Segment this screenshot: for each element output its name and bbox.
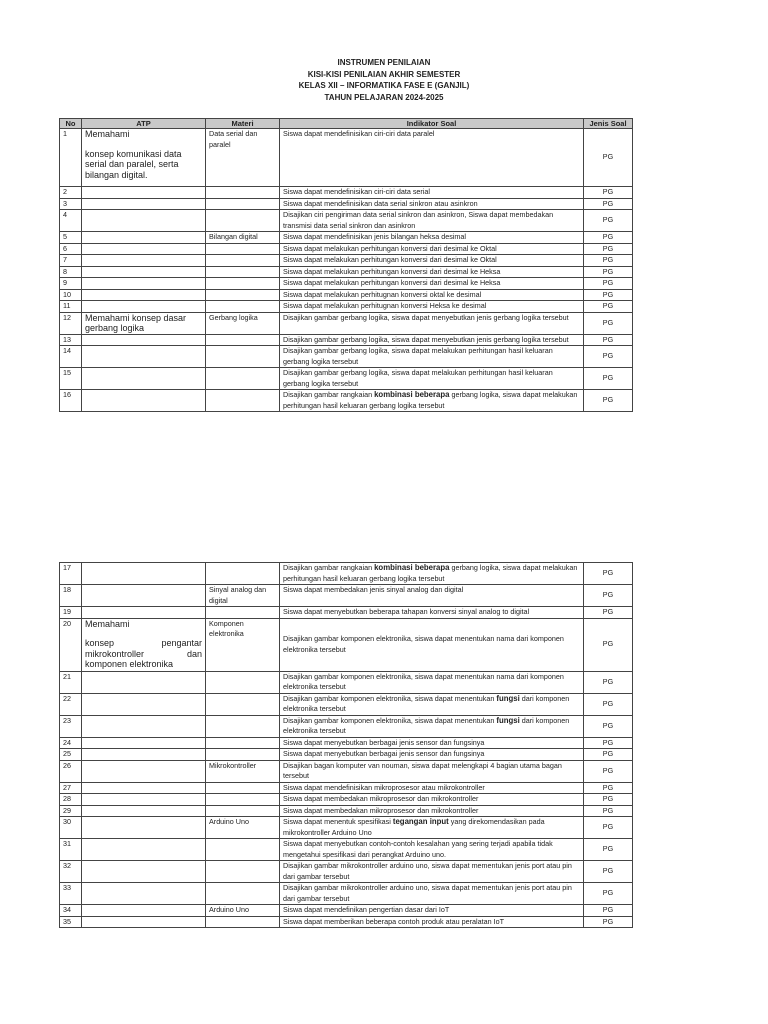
table-row	[60, 839, 633, 861]
cell-no: 32	[60, 861, 82, 883]
cell-no: 22	[60, 693, 82, 715]
table-row	[60, 805, 633, 817]
table-row	[60, 346, 633, 368]
table-header-row	[60, 119, 633, 129]
indikator-emphasis: tegangan input	[392, 817, 449, 826]
cell-no: 27	[60, 782, 82, 794]
cell-no: 17	[60, 563, 82, 585]
atp-text-line: komponen elektronika	[85, 659, 174, 669]
cell-materi: Arduino Uno	[206, 817, 280, 839]
indikator-text: Disajikan gambar komponen elektronika, siswa dapat menentukan	[283, 693, 497, 703]
cell-jenis: PG	[584, 760, 633, 782]
cell-jenis: PG	[584, 715, 633, 737]
indikator-text: dari komponen elektronika tersebut	[283, 715, 570, 735]
cell-no: 13	[60, 334, 82, 346]
cell-materi	[206, 563, 280, 585]
cell-indikator: Disajikan gambar gerbang logika, siswa dapat melakukan perhitungan hasil keluaran gerbang logika tersebut	[280, 346, 584, 368]
cell-no: 3	[60, 198, 82, 210]
cell-jenis: PG	[584, 346, 633, 368]
cell-jenis: PG	[584, 607, 633, 619]
cell-jenis: PG	[584, 198, 633, 210]
cell-atp	[82, 782, 206, 794]
cell-jenis: PG	[584, 301, 633, 313]
cell-no: 20	[60, 618, 82, 671]
cell-no: 15	[60, 368, 82, 390]
cell-materi	[206, 255, 280, 267]
cell-no: 8	[60, 266, 82, 278]
cell-atp	[82, 334, 206, 346]
cell-atp	[82, 883, 206, 905]
cell-indikator	[280, 390, 584, 412]
cell-jenis: PG	[584, 129, 633, 187]
cell-atp	[82, 585, 206, 607]
cell-atp	[82, 671, 206, 693]
atp-text-line: konsep pengantar mikrokontroller dan	[85, 638, 202, 659]
cell-no: 1	[60, 129, 82, 187]
cell-indikator: Siswa dapat mendefinisikan data serial sinkron atau asinkron	[280, 198, 584, 210]
cell-jenis: PG	[584, 782, 633, 794]
cell-no: 26	[60, 760, 82, 782]
cell-atp	[82, 278, 206, 290]
cell-materi	[206, 861, 280, 883]
cell-materi	[206, 278, 280, 290]
cell-materi: Data serial dan paralel	[206, 129, 280, 187]
cell-atp	[82, 905, 206, 917]
col-header-jenis: Jenis Soal	[584, 119, 633, 129]
cell-indikator: Siswa dapat mendefinisikan ciri-ciri data paralel	[280, 129, 584, 187]
cell-atp	[82, 289, 206, 301]
cell-no: 18	[60, 585, 82, 607]
cell-jenis: PG	[584, 210, 633, 232]
cell-materi	[206, 693, 280, 715]
table-row	[60, 243, 633, 255]
cell-no: 4	[60, 210, 82, 232]
cell-jenis: PG	[584, 805, 633, 817]
cell-materi	[206, 916, 280, 928]
cell-materi	[206, 368, 280, 390]
cell-jenis: PG	[584, 289, 633, 301]
cell-jenis: PG	[584, 243, 633, 255]
cell-no: 28	[60, 794, 82, 806]
cell-indikator: Siswa dapat membedakan mikroprosesor dan mikrokontroller	[280, 805, 584, 817]
indikator-text: dari komponen elektronika tersebut	[283, 693, 570, 713]
table-row	[60, 334, 633, 346]
cell-indikator: Siswa dapat melakukan perhitungan konversi dari desimal ke Oktal	[280, 255, 584, 267]
cell-materi	[206, 266, 280, 278]
atp-heading: Memahami	[85, 129, 130, 139]
cell-materi	[206, 346, 280, 368]
cell-no: 6	[60, 243, 82, 255]
cell-atp	[82, 715, 206, 737]
cell-materi	[206, 794, 280, 806]
table-row	[60, 883, 633, 905]
cell-jenis: PG	[584, 883, 633, 905]
atp-heading: Memahami	[85, 618, 130, 629]
cell-jenis: PG	[584, 749, 633, 761]
cell-atp	[82, 301, 206, 313]
cell-jenis: PG	[584, 232, 633, 244]
table-row	[60, 693, 633, 715]
indikator-text: Disajikan gambar komponen elektronika, siswa dapat menentukan	[283, 715, 497, 725]
cell-no: 10	[60, 289, 82, 301]
cell-materi	[206, 390, 280, 412]
cell-materi	[206, 671, 280, 693]
kisi-kisi-table-1	[59, 118, 633, 412]
cell-indikator: Siswa dapat mendefinisikan ciri-ciri data serial	[280, 187, 584, 199]
table-row	[60, 585, 633, 607]
cell-no: 30	[60, 817, 82, 839]
cell-materi	[206, 782, 280, 794]
cell-indikator: Disajikan gambar gerbang logika, siswa dapat melakukan perhitungan hasil keluaran gerbang logika tersebut	[280, 368, 584, 390]
cell-jenis: PG	[584, 916, 633, 928]
cell-atp	[82, 187, 206, 199]
cell-atp	[82, 368, 206, 390]
table-row	[60, 255, 633, 267]
cell-atp	[82, 760, 206, 782]
table-row	[60, 618, 633, 671]
cell-atp	[82, 266, 206, 278]
table-row	[60, 563, 633, 585]
cell-materi	[206, 715, 280, 737]
table-row	[60, 187, 633, 199]
cell-no: 12	[60, 312, 82, 334]
indikator-emphasis: kombinasi beberapa	[374, 390, 450, 399]
table-row	[60, 301, 633, 313]
cell-indikator: Siswa dapat menyebutkan berbagai jenis sensor dan fungsinya	[280, 737, 584, 749]
cell-indikator: Disajikan gambar gerbang logika, siswa dapat menyebutkan jenis gerbang logika tersebut	[280, 334, 584, 346]
cell-indikator: Disajikan gambar komponen elektronika, siswa dapat menentukan nama dari komponen elektronika tersebut	[280, 671, 584, 693]
cell-atp	[82, 839, 206, 861]
cell-materi	[206, 749, 280, 761]
cell-indikator: Siswa dapat melakukan perhitungan konversi dari desimal ke Heksa	[280, 278, 584, 290]
indikator-text: yang direkomendasikan pada mikrokontroller Arduino Uno	[283, 817, 545, 837]
cell-materi: Sinyal analog dan digital	[206, 585, 280, 607]
table-row	[60, 210, 633, 232]
cell-indikator: Siswa dapat menyebutkan berbagai jenis sensor dan fungsinya	[280, 749, 584, 761]
cell-atp	[82, 794, 206, 806]
cell-materi	[206, 301, 280, 313]
table-row	[60, 266, 633, 278]
cell-atp	[82, 563, 206, 585]
cell-indikator: Siswa dapat melakukan perhitungan konversi dari desimal ke Heksa	[280, 266, 584, 278]
cell-jenis: PG	[584, 905, 633, 917]
table-row	[60, 861, 633, 883]
cell-indikator: Siswa dapat melakukan perhitugnan konversi oktal ke desimal	[280, 289, 584, 301]
cell-indikator: Disajikan gambar mikrokontroller arduino uno, siswa dapat mementukan jenis port atau pin dari gambar tersebut	[280, 861, 584, 883]
cell-jenis: PG	[584, 817, 633, 839]
cell-no: 35	[60, 916, 82, 928]
cell-materi	[206, 607, 280, 619]
cell-jenis: PG	[584, 368, 633, 390]
cell-indikator: Siswa dapat mendefinikan pengertian dasar dari IoT	[280, 905, 584, 917]
cell-indikator: Siswa dapat mendefinisikan jenis bilangan heksa desimal	[280, 232, 584, 244]
cell-indikator: Disajikan gambar gerbang logika, siswa dapat menyebutkan jenis gerbang logika tersebut	[280, 312, 584, 334]
cell-indikator: Disajikan ciri pengiriman data serial sinkron dan asinkron, Siswa dapat membedakan transmisi data serial sinkron dan asinkron	[280, 210, 584, 232]
cell-atp	[82, 346, 206, 368]
cell-atp	[82, 916, 206, 928]
cell-indikator: Siswa dapat melakukan perhitugnan konversi Heksa ke desimal	[280, 301, 584, 313]
cell-indikator: Siswa dapat membedakan jenis sinyal analog dan digital	[280, 585, 584, 607]
cell-indikator	[280, 693, 584, 715]
table-row	[60, 916, 633, 928]
cell-jenis: PG	[584, 563, 633, 585]
cell-atp	[82, 693, 206, 715]
table-row	[60, 278, 633, 290]
cell-atp	[82, 737, 206, 749]
table-row	[60, 390, 633, 412]
cell-indikator: Siswa dapat menyebutkan beberapa tahapan konversi sinyal analog to digital	[280, 607, 584, 619]
cell-indikator	[280, 817, 584, 839]
cell-atp	[82, 232, 206, 244]
indikator-text: gerbang logika, siswa dapat melakukan perhitungan hasil keluaran gerbang logika tersebut	[283, 390, 578, 410]
table-row	[60, 737, 633, 749]
table-row	[60, 607, 633, 619]
cell-jenis: PG	[584, 794, 633, 806]
cell-no: 9	[60, 278, 82, 290]
cell-atp	[82, 198, 206, 210]
cell-no: 31	[60, 839, 82, 861]
cell-materi: Mikrokontroller	[206, 760, 280, 782]
indikator-text: gerbang logika, siswa dapat melakukan perhitungan hasil keluaran gerbang logika tersebut	[283, 563, 578, 583]
atp-text	[85, 638, 202, 670]
table-row	[60, 760, 633, 782]
indikator-text: Siswa dapat menentuk spesifikasi	[283, 817, 393, 826]
cell-atp	[82, 390, 206, 412]
table-row	[60, 715, 633, 737]
cell-no: 14	[60, 346, 82, 368]
kisi-kisi-table-2	[59, 562, 633, 928]
cell-materi: Gerbang logika	[206, 312, 280, 334]
cell-atp	[82, 129, 206, 187]
indikator-emphasis: fungsi	[496, 693, 520, 703]
cell-atp	[82, 607, 206, 619]
col-header-atp: ATP	[82, 119, 206, 129]
table-row	[60, 289, 633, 301]
header-class: KELAS XII – INFORMATIKA FASE E (GANJIL)	[298, 81, 470, 90]
cell-materi	[206, 839, 280, 861]
cell-materi: Bilangan digital	[206, 232, 280, 244]
cell-indikator: Disajikan gambar mikrokontroller arduino uno, siswa dapat mementukan jenis port atau pin dari gambar tersebut	[280, 883, 584, 905]
cell-jenis: PG	[584, 737, 633, 749]
cell-materi	[206, 737, 280, 749]
cell-no: 33	[60, 883, 82, 905]
indikator-emphasis: kombinasi beberapa	[374, 563, 450, 572]
cell-no: 24	[60, 737, 82, 749]
cell-jenis: PG	[584, 585, 633, 607]
cell-atp	[82, 618, 206, 671]
cell-jenis: PG	[584, 693, 633, 715]
cell-materi: Arduino Uno	[206, 905, 280, 917]
cell-atp: Memahami konsep dasar gerbang logika	[82, 312, 206, 334]
cell-indikator: Siswa dapat memberikan beberapa contoh produk atau peralatan IoT	[280, 916, 584, 928]
table-row	[60, 749, 633, 761]
cell-materi	[206, 805, 280, 817]
cell-no: 11	[60, 301, 82, 313]
cell-no: 19	[60, 607, 82, 619]
cell-jenis: PG	[584, 278, 633, 290]
table-row	[60, 817, 633, 839]
document-header	[0, 57, 768, 103]
cell-materi	[206, 187, 280, 199]
cell-no: 16	[60, 390, 82, 412]
atp-text: konsep komunikasi data serial dan paralel, serta bilangan digital.	[85, 148, 182, 180]
cell-jenis: PG	[584, 839, 633, 861]
cell-no: 5	[60, 232, 82, 244]
indikator-text: Disajikan gambar rangkaian	[283, 563, 375, 572]
table-row	[60, 782, 633, 794]
cell-materi	[206, 198, 280, 210]
cell-jenis: PG	[584, 266, 633, 278]
cell-indikator: Siswa dapat menyebutkan contoh-contoh kesalahan yang sering terjadi apabila tidak mengetahui spesifikasi dari perangkat Arduino uno.	[280, 839, 584, 861]
table-row	[60, 368, 633, 390]
header-year: TAHUN PELAJARAN 2024-2025	[324, 92, 444, 102]
cell-no: 2	[60, 187, 82, 199]
table-row	[60, 232, 633, 244]
indikator-emphasis: fungsi	[496, 715, 520, 725]
cell-jenis: PG	[584, 861, 633, 883]
table-row	[60, 794, 633, 806]
cell-indikator: Siswa dapat mendefinisikan mikroprosesor atau mikrokontroller	[280, 782, 584, 794]
cell-atp	[82, 210, 206, 232]
cell-no: 21	[60, 671, 82, 693]
cell-atp	[82, 243, 206, 255]
cell-atp	[82, 817, 206, 839]
cell-no: 7	[60, 255, 82, 267]
cell-atp	[82, 749, 206, 761]
indikator-text: Disajikan gambar rangkaian	[283, 390, 375, 399]
table-row	[60, 905, 633, 917]
cell-indikator: Disajikan bagan komputer van nouman, siswa dapat melengkapi 4 bagian utama bagan tersebut	[280, 760, 584, 782]
cell-materi	[206, 289, 280, 301]
cell-indikator: Siswa dapat melakukan perhitungan konversi dari desimal ke Oktal	[280, 243, 584, 255]
table-row	[60, 198, 633, 210]
table-row	[60, 671, 633, 693]
cell-materi	[206, 883, 280, 905]
cell-jenis: PG	[584, 618, 633, 671]
cell-materi: Komponen elektronika	[206, 618, 280, 671]
cell-jenis: PG	[584, 671, 633, 693]
col-header-no: No	[60, 119, 82, 129]
cell-materi	[206, 243, 280, 255]
header-title: INSTRUMEN PENILAIAN	[337, 58, 431, 67]
cell-atp	[82, 861, 206, 883]
cell-indikator	[280, 715, 584, 737]
cell-no: 34	[60, 905, 82, 917]
cell-atp	[82, 255, 206, 267]
cell-indikator: Disajikan gambar komponen elektronika, siswa dapat menentukan nama dari komponen elektronika tersebut	[280, 618, 584, 671]
cell-indikator: Siswa dapat membedakan mikroprosesor dan mikrokontroller	[280, 794, 584, 806]
col-header-indikator: Indikator Soal	[280, 119, 584, 129]
cell-jenis: PG	[584, 390, 633, 412]
cell-no: 25	[60, 749, 82, 761]
cell-materi	[206, 210, 280, 232]
cell-no: 23	[60, 715, 82, 737]
cell-jenis: PG	[584, 334, 633, 346]
header-subtitle: KISI-KISI PENILAIAN AKHIR SEMESTER	[307, 69, 461, 79]
cell-materi	[206, 334, 280, 346]
table-row	[60, 312, 633, 334]
table-row	[60, 129, 633, 187]
cell-jenis: PG	[584, 255, 633, 267]
col-header-materi: Materi	[206, 119, 280, 129]
cell-jenis: PG	[584, 187, 633, 199]
cell-jenis: PG	[584, 312, 633, 334]
cell-atp	[82, 805, 206, 817]
cell-indikator	[280, 563, 584, 585]
cell-no: 29	[60, 805, 82, 817]
